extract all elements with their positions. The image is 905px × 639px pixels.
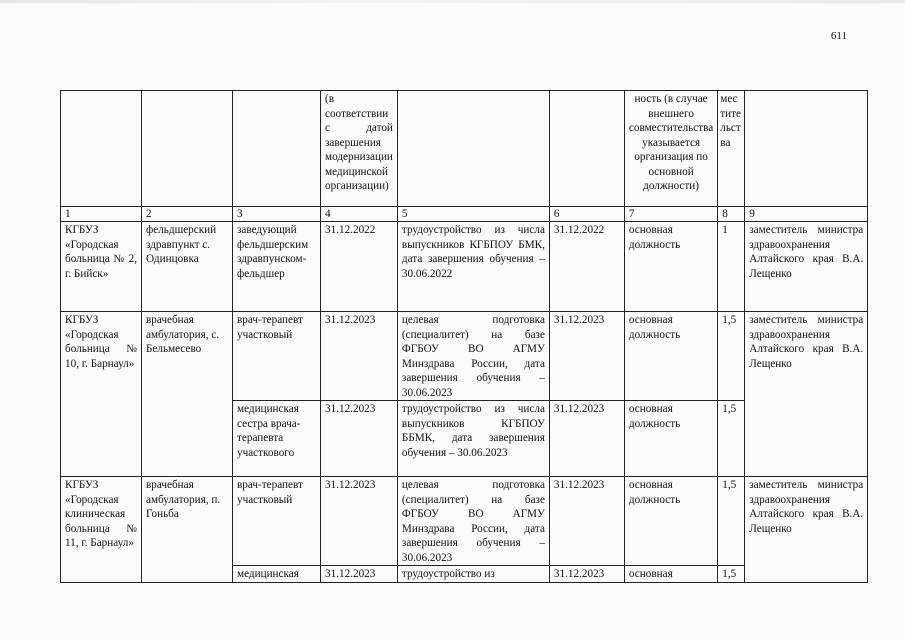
deadline-cell: 31.12.2023	[321, 401, 398, 477]
scan-edge	[0, 0, 905, 3]
measure-cell: целевая подготовка (специалитет) на базе ФГБОУ ВО АГМУ Минздрава России, дата завершения обучения – 30.06.2023	[397, 477, 549, 566]
col-number: 1	[61, 207, 142, 222]
unit-cell: врачебная амбулатория, с. Бельмесево	[142, 312, 233, 477]
deadline-cell: 31.12.2023	[321, 566, 398, 583]
responsible-cell: заместитель министра здравоохранения Алтайского края В.А. Лещенко	[745, 477, 868, 583]
col-number: 6	[549, 207, 624, 222]
org-cell: КГБУЗ «Городская клиническая больница № 11, г. Барнаул»	[61, 477, 142, 583]
header-cell-6	[549, 91, 624, 207]
deadline-cell: 31.12.2022	[321, 222, 398, 312]
header-cell-5	[397, 91, 549, 207]
measure-cell: трудоустройство из числа выпускников КГБПОУ ББМК, дата завершения обучения – 30.06.2023	[397, 401, 549, 477]
org-cell: КГБУЗ «Городская больница № 2, г. Бийск»	[61, 222, 142, 312]
unit-cell: врачебная амбулатория, п. Гоньба	[142, 477, 233, 583]
table-row	[61, 477, 868, 566]
responsible-cell: заместитель министра здравоохранения Алтайского края В.А. Лещенко	[745, 312, 868, 477]
date-cell: 31.12.2023	[549, 312, 624, 401]
position-cell: врач-терапевт участковый	[233, 312, 321, 401]
date-cell: 31.12.2023	[549, 477, 624, 566]
position-cell: медицинская	[233, 566, 321, 583]
table-row	[61, 222, 868, 312]
measure-cell: трудоустройство из	[397, 566, 549, 583]
position-cell: врач-терапевт участковый	[233, 477, 321, 566]
date-cell: 31.12.2023	[549, 566, 624, 583]
rate-cell: 1,5	[718, 401, 745, 477]
header-cell-2	[142, 91, 233, 207]
unit-cell: фельдшерский здравпункт с. Одинцовка	[142, 222, 233, 312]
header-cell-9	[745, 91, 868, 207]
col-number: 4	[321, 207, 398, 222]
col-number: 2	[142, 207, 233, 222]
type-cell: основная должность	[624, 477, 717, 566]
col-number: 9	[745, 207, 868, 222]
col-number: 7	[624, 207, 717, 222]
org-cell: КГБУЗ «Городская больница № 10, г. Барнаул»	[61, 312, 142, 477]
plan-table	[60, 90, 868, 583]
column-number-row	[61, 207, 868, 222]
type-cell: основная должность	[624, 222, 717, 312]
type-cell: основная должность	[624, 312, 717, 401]
header-continuation-row	[61, 91, 868, 207]
page-number: 611	[830, 30, 847, 42]
header-cell-4: (в соответствии с датой завершения модернизации медицинской организации)	[321, 91, 398, 207]
header-cell-1	[61, 91, 142, 207]
rate-cell: 1	[718, 222, 745, 312]
header-cell-8: местительства	[718, 91, 745, 207]
responsible-cell: заместитель министра здравоохранения Алтайского края В.А. Лещенко	[745, 222, 868, 312]
measure-cell: трудоустройство из числа выпускников КГБПОУ БМК, дата завершения обучения – 30.06.2022	[397, 222, 549, 312]
type-cell: основная	[624, 566, 717, 583]
date-cell: 31.12.2023	[549, 401, 624, 477]
deadline-cell: 31.12.2023	[321, 312, 398, 401]
rate-cell: 1,5	[718, 477, 745, 566]
type-cell: основная должность	[624, 401, 717, 477]
table-row	[61, 312, 868, 401]
col-number: 3	[233, 207, 321, 222]
position-cell: медицинская сестра врача-терапевта участкового	[233, 401, 321, 477]
header-cell-7: ность (в случае внешнего совместительства указывается организация по основной должности)	[624, 91, 717, 207]
col-number: 5	[397, 207, 549, 222]
rate-cell: 1,5	[718, 312, 745, 401]
header-cell-3	[233, 91, 321, 207]
col-number: 8	[718, 207, 745, 222]
measure-cell: целевая подготовка (специалитет) на базе ФГБОУ ВО АГМУ Минздрава России, дата завершения обучения – 30.06.2023	[397, 312, 549, 401]
position-cell: заведующий фельдшерским здравпунском-фельдшер	[233, 222, 321, 312]
rate-cell: 1,5	[718, 566, 745, 583]
date-cell: 31.12.2022	[549, 222, 624, 312]
deadline-cell: 31.12.2023	[321, 477, 398, 566]
